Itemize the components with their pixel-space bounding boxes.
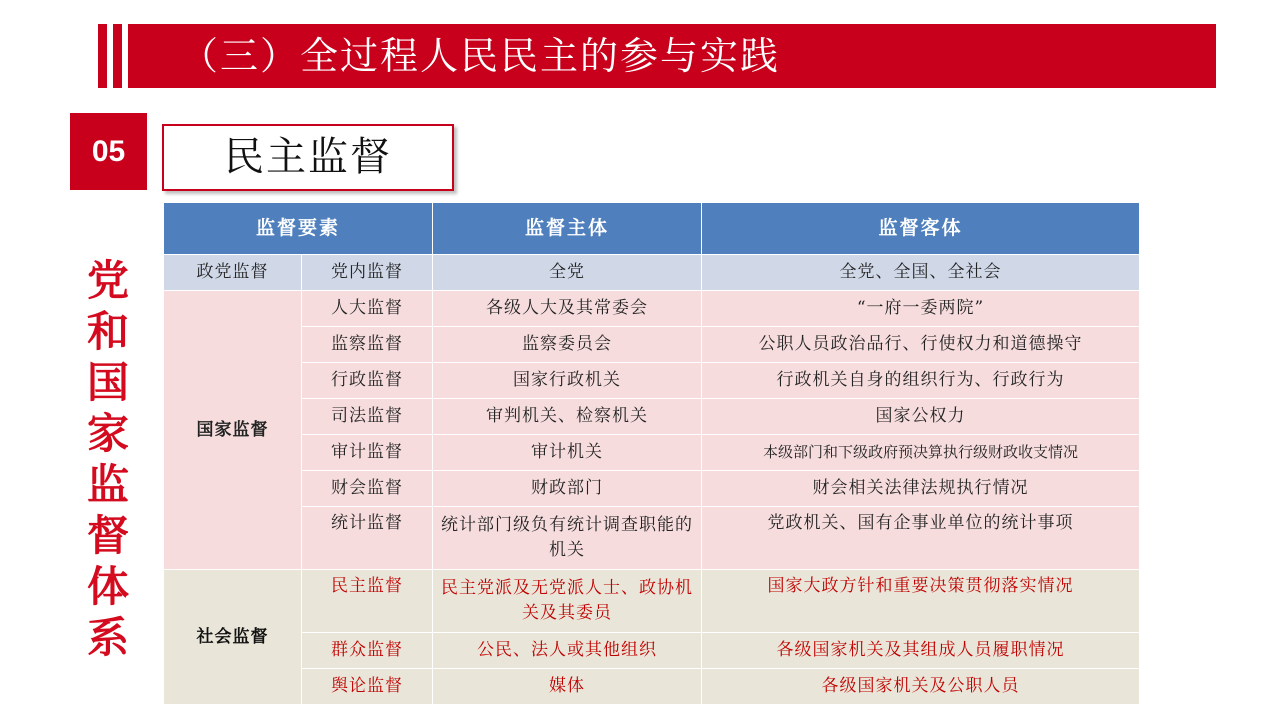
table-row [164, 255, 1140, 291]
subject-cell: 民主党派及无党派人士、政协机关及其委员 [433, 570, 702, 633]
side-title-char: 家 [86, 409, 129, 458]
subject-cell: 国家行政机关 [433, 363, 702, 399]
table-row [164, 633, 1140, 669]
title-stripe [98, 24, 107, 88]
title-bar [98, 24, 1216, 88]
object-cell: 国家大政方针和重要决策贯彻落实情况 [702, 570, 1140, 633]
object-cell: 全党、全国、全社会 [702, 255, 1140, 291]
type-cell: 党内监督 [302, 255, 433, 291]
table-row [164, 327, 1140, 363]
supervision-table [163, 202, 1140, 705]
table-row [164, 507, 1140, 570]
table-row [164, 669, 1140, 705]
side-title-char: 系 [86, 613, 129, 662]
type-cell: 舆论监督 [302, 669, 433, 705]
side-title [80, 255, 136, 663]
subject-cell: 统计部门级负有统计调查职能的机关 [433, 507, 702, 570]
type-cell: 监察监督 [302, 327, 433, 363]
side-title-char: 党 [86, 256, 129, 305]
object-cell: “一府一委两院” [702, 291, 1140, 327]
table-row [164, 399, 1140, 435]
object-cell: 各级国家机关及公职人员 [702, 669, 1140, 705]
side-title-char: 国 [86, 358, 129, 407]
side-title-char: 体 [86, 562, 129, 611]
section-subtitle: 民主监督 [162, 124, 454, 191]
object-cell: 各级国家机关及其组成人员履职情况 [702, 633, 1140, 669]
type-cell: 群众监督 [302, 633, 433, 669]
side-title-char: 和 [86, 307, 129, 356]
type-cell: 民主监督 [302, 570, 433, 633]
object-cell: 本级部门和下级政府预决算执行级财政收支情况 [702, 435, 1140, 471]
type-cell: 统计监督 [302, 507, 433, 570]
header-elements: 监督要素 [164, 203, 433, 255]
group-cell: 政党监督 [164, 255, 302, 291]
header-subject: 监督主体 [433, 203, 702, 255]
type-cell: 人大监督 [302, 291, 433, 327]
title-stripe [113, 24, 122, 88]
object-cell: 行政机关自身的组织行为、行政行为 [702, 363, 1140, 399]
table-header-row [164, 203, 1140, 255]
header-object: 监督客体 [702, 203, 1140, 255]
side-title-char: 督 [86, 511, 129, 560]
page-title: （三）全过程人民民主的参与实践 [128, 24, 1216, 88]
type-cell: 审计监督 [302, 435, 433, 471]
side-title-char: 监 [86, 460, 129, 509]
table-row [164, 570, 1140, 633]
subject-cell: 财政部门 [433, 471, 702, 507]
subject-cell: 审判机关、检察机关 [433, 399, 702, 435]
table-row [164, 363, 1140, 399]
subject-cell: 公民、法人或其他组织 [433, 633, 702, 669]
subject-cell: 各级人大及其常委会 [433, 291, 702, 327]
type-cell: 司法监督 [302, 399, 433, 435]
group-cell: 国家监督 [164, 291, 302, 570]
subject-cell: 全党 [433, 255, 702, 291]
group-cell: 社会监督 [164, 570, 302, 705]
table-row [164, 291, 1140, 327]
object-cell: 国家公权力 [702, 399, 1140, 435]
subject-cell: 监察委员会 [433, 327, 702, 363]
section-number-badge: 05 [70, 113, 147, 190]
table-row [164, 471, 1140, 507]
object-cell: 党政机关、国有企事业单位的统计事项 [702, 507, 1140, 570]
object-cell: 公职人员政治品行、行使权力和道德操守 [702, 327, 1140, 363]
object-cell: 财会相关法律法规执行情况 [702, 471, 1140, 507]
type-cell: 财会监督 [302, 471, 433, 507]
table-row [164, 435, 1140, 471]
subject-cell: 审计机关 [433, 435, 702, 471]
type-cell: 行政监督 [302, 363, 433, 399]
subject-cell: 媒体 [433, 669, 702, 705]
